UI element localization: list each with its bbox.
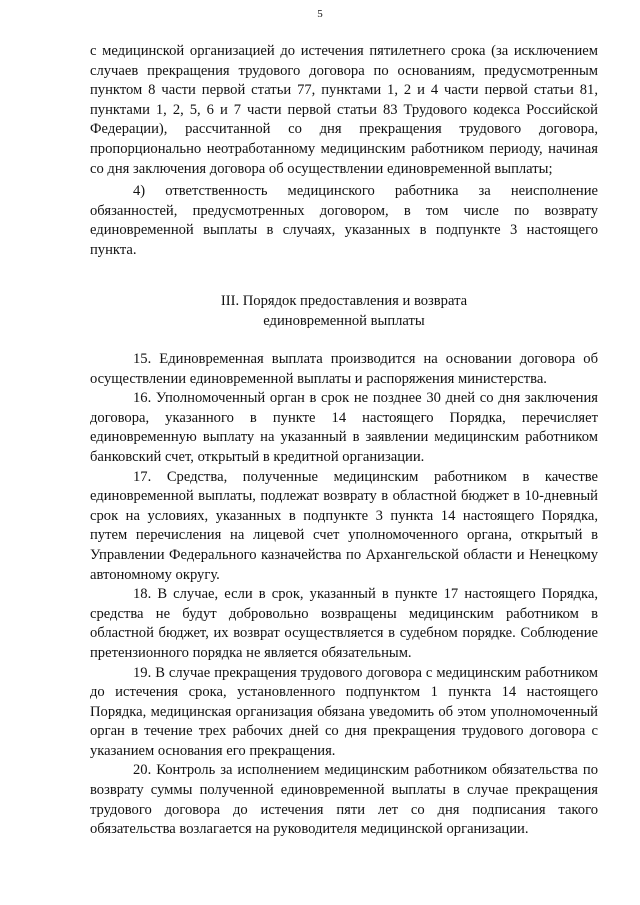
item-4-paragraph: 4) ответственность медицинского работника за неисполнение обязанностей, предусмотренных договором, в том числе по возврату единовременной выплаты в случаях, указанных в подпункте 3 настоящего пункта. bbox=[90, 183, 598, 258]
paragraph-20: 20. Контроль за исполнением медицинским работником обязательства по возврату суммы полученной единовременной выплаты в случае прекращения трудового договора до истечения пяти лет со дня подписания такого обязательства возлагается на руководителя медицинской организации. bbox=[90, 762, 598, 838]
section-body bbox=[90, 350, 598, 840]
paragraph-15: 15. Единовременная выплата производится на основании договора об осуществлении единовременной выплаты и распоряжения министерства. bbox=[90, 351, 598, 387]
paragraph-16: 16. Уполномоченный орган в срок не позднее 30 дней со дня заключения договора, указанного в пункте 14 настоящего Порядка, перечисляет единовременную выплату на указанный в заявлении медицинским работником банковский счет, открытый в кредитной организации. bbox=[90, 390, 598, 465]
paragraph-19: 19. В случае прекращения трудового договора с медицинским работником до истечения срока, установленного подпунктом 1 пункта 14 настоящего Порядка, медицинская организация обязана уведомить об этом уполномоченный орган в течение трех рабочих дней со дня прекращения трудового договора с указанием основания его прекращения. bbox=[90, 664, 598, 759]
continuation-paragraph: с медицинской организацией до истечения пятилетнего срока (за исключением случаев прекращения трудового договора по основаниям, предусмотренным пунктом 8 части первой статьи 77, пунктами 1, 2 и 4 части первой статьи 81, пунктами 1, 2, 5, 6 и 7 части первой статьи 83 Трудового кодекса Российской Федерации), рассчитанной со дня прекращения трудового договора, пропорционально неотработанному медицинским работником периоду, начиная со дня заключения договора об осуществлении единовременной выплаты; bbox=[90, 43, 598, 177]
paragraph-18: 18. В случае, если в срок, указанный в пункте 17 настоящего Порядка, средства не будут добровольно возвращены медицинским работником в областной бюджет, их возврат осуществляется в судебном порядке. Соблюдение претензионного порядка не является обязательным. bbox=[90, 586, 598, 661]
continuation-block bbox=[90, 42, 598, 179]
section-heading-line-1: III. Порядок предоставления и возврата bbox=[220, 293, 468, 309]
item-4-block bbox=[90, 182, 598, 260]
paragraph-17: 17. Средства, полученные медицинским работником в качестве единовременной выплаты, подлежат возврату в областной бюджет в 10-дневный срок на условиях, указанных в подпункте 3 пункта 14 настоящего Порядка, путем перечисления на лицевой счет уполномоченного органа, открытый в Управлении Федерального казначейства по Архангельской области и Ненецкому автономному округу. bbox=[90, 468, 598, 583]
section-heading bbox=[90, 292, 598, 331]
section-heading-line-2: единовременной выплаты bbox=[263, 312, 425, 329]
page-number: 5 bbox=[317, 8, 323, 20]
